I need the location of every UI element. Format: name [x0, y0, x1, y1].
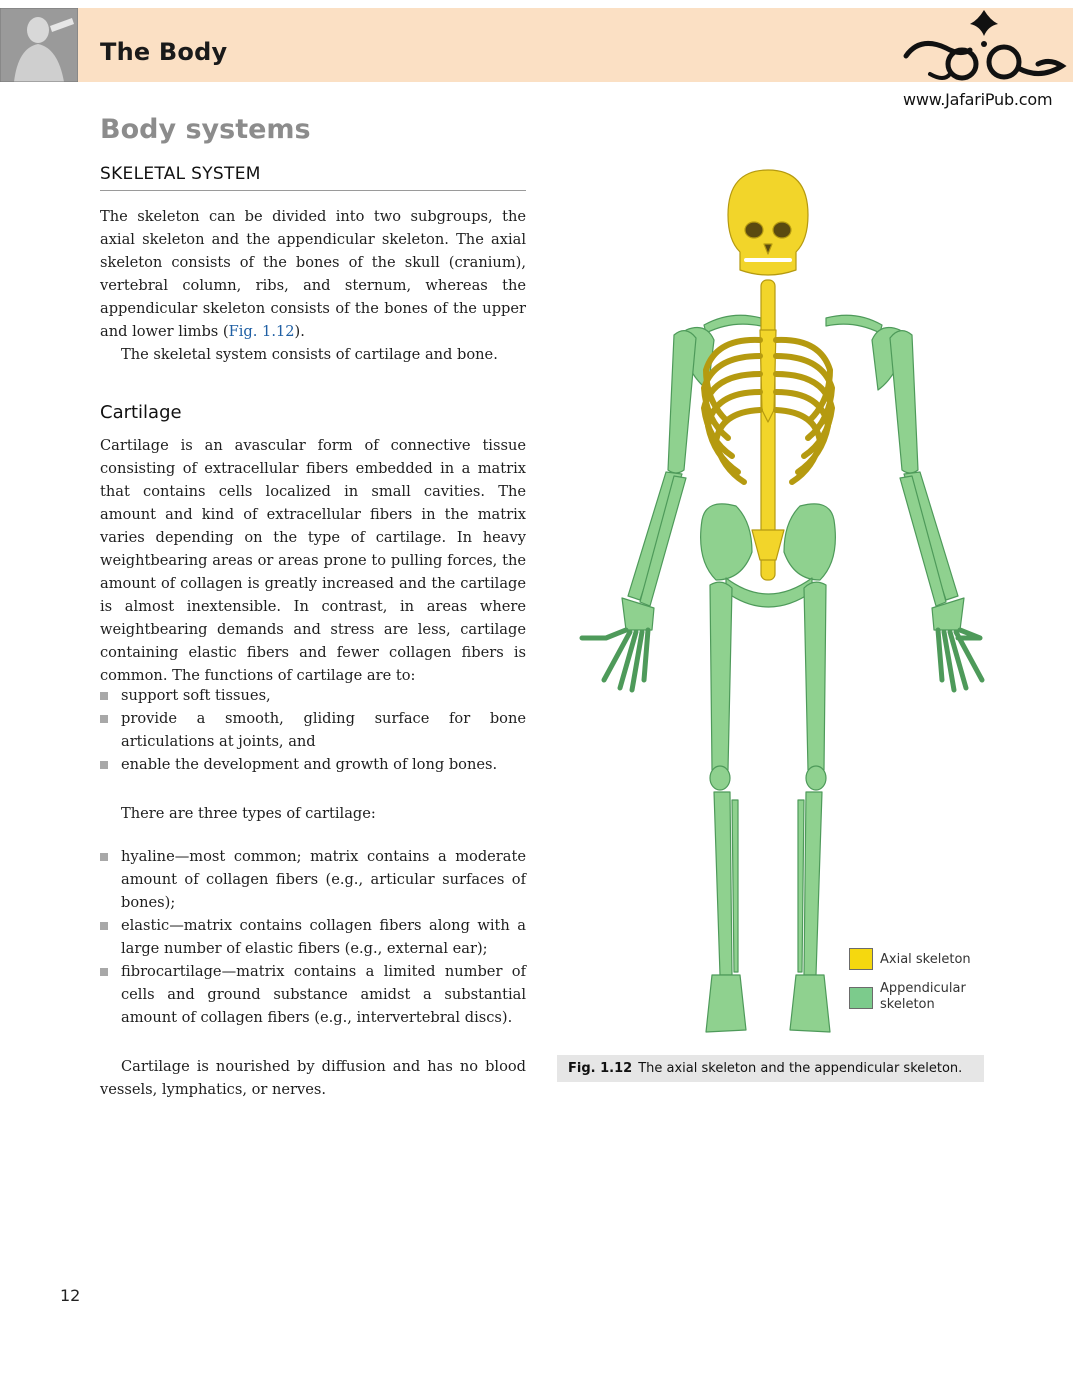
list-item-text: fibrocartilage—matrix contains a limited number of cells and ground substance amidst a substantial amount of collagen fibers (e.g., intervertebral discs). — [121, 963, 526, 1026]
list-item — [100, 684, 526, 707]
list-item — [100, 753, 526, 776]
bullet-marker — [100, 922, 108, 930]
subsection-title: SKELETAL SYSTEM — [100, 164, 261, 184]
cartilage-types-list — [100, 845, 526, 1029]
list-item — [100, 960, 526, 1029]
list-item-text: elastic—matrix contains collagen fibers along with a large number of elastic fibers (e.g., external ear); — [121, 917, 526, 957]
cartilage-closing — [100, 1055, 526, 1101]
cartilage-paragraph-1: Cartilage is an avascular form of connective tissue consisting of extracellular fibers embedded in a matrix that contains cells localized in small cavities. The amount and kind of extracellular fibers in the matrix varies depending on the type of cartilage. In heavy weightbearing areas or areas prone to pulling forces, the amount of collagen is greatly increased and the cartilage is almost inextensible. In contrast, in areas where weightbearing demands and stress are less, cartilage containing elastic fibers and fewer collagen fibers is common. The functions of cartilage are to: — [100, 437, 526, 684]
skeletal-paragraph-1 — [100, 205, 526, 343]
cartilage-functions-list — [100, 684, 526, 776]
cartilage-types-intro-text: There are three types of cartilage: — [121, 805, 376, 822]
bullet-marker — [100, 761, 108, 769]
section-title: Body systems — [100, 114, 311, 145]
skeletal-paragraph-1-end: ). — [294, 323, 305, 340]
cartilage-types-intro — [100, 802, 526, 825]
chapter-thumbnail-image — [0, 8, 78, 82]
bullet-marker — [100, 968, 108, 976]
legend-label-appendicular-line1: Appendicular — [880, 981, 966, 996]
skeletal-paragraph-1-text: The skeleton can be divided into two subgroups, the axial skeleton and the appendicular skeleton. The axial skeleton consists of the bones of the skull (cranium), vertebral column, ribs, and sternum, whereas the appendicular skeleton consists of the bones of the upper and lower limbs ( — [100, 208, 526, 340]
appendicular-skeleton — [582, 315, 982, 1032]
legend-label-appendicular — [880, 981, 966, 1013]
legend-label-appendicular-line2: skeleton — [880, 997, 935, 1012]
subsection-divider — [100, 190, 526, 191]
list-item-text: provide a smooth, gliding surface for bone articulations at joints, and — [121, 710, 526, 750]
figure-caption — [557, 1055, 984, 1082]
legend-swatch-appendicular — [849, 987, 873, 1009]
publisher-url: www.JafariPub.com — [903, 90, 1053, 109]
figure-reference-link[interactable]: Fig. 1.12 — [228, 323, 295, 340]
skeleton-illustration — [556, 160, 986, 1050]
skeletal-paragraph-2: The skeletal system consists of cartilage and bone. — [121, 346, 498, 363]
cartilage-heading: Cartilage — [100, 402, 182, 423]
legend-swatch-axial — [849, 948, 873, 970]
list-item — [100, 845, 526, 914]
bullet-marker — [100, 715, 108, 723]
chapter-title: The Body — [100, 38, 228, 66]
figure-caption-label: Fig. 1.12 — [568, 1061, 633, 1076]
skeleton-figure — [556, 160, 986, 1050]
legend-label-axial: Axial skeleton — [880, 952, 971, 967]
list-item-text: enable the development and growth of long bones. — [121, 756, 498, 773]
page-number: 12 — [60, 1286, 81, 1305]
list-item-text: hyaline—most common; matrix contains a moderate amount of collagen fibers (e.g., articular surfaces of bones); — [121, 848, 526, 911]
cartilage-closing-text: Cartilage is nourished by diffusion and has no blood vessels, lymphatics, or nerves. — [100, 1058, 526, 1098]
figure-caption-text: The axial skeleton and the appendicular skeleton. — [638, 1061, 963, 1076]
bullet-marker — [100, 853, 108, 861]
bullet-marker — [100, 692, 108, 700]
skeletal-system-text — [100, 205, 526, 366]
list-item — [100, 707, 526, 753]
publisher-logo — [900, 6, 1068, 86]
list-item — [100, 914, 526, 960]
list-item-text: support soft tissues, — [121, 687, 271, 704]
